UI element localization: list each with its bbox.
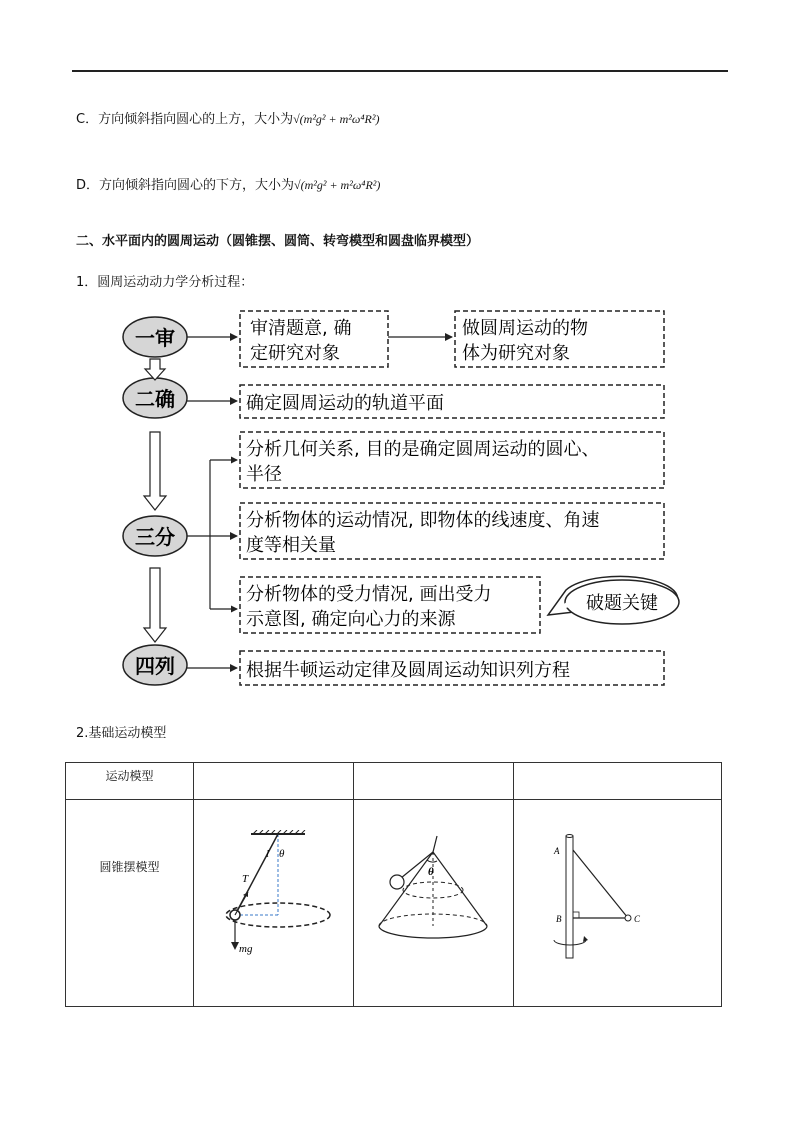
- box-shen-1-line1: 审清题意, 确: [250, 318, 352, 339]
- box-lie-text: 根据牛顿运动定律及圆周运动知识列方程: [246, 660, 570, 681]
- step-lie: [123, 645, 187, 685]
- fig3-label-C: C: [633, 914, 640, 924]
- callout-bubble: [548, 576, 679, 624]
- item2-title: 2.基础运动模型: [76, 726, 167, 741]
- fig1-label-T: T: [241, 873, 248, 885]
- rod-figure: [518, 830, 718, 976]
- header-cell-4: [514, 763, 722, 800]
- option-c-label: C．方向倾斜指向圆心的上方，大小为: [76, 112, 294, 127]
- step-fen: [123, 516, 187, 556]
- box-fen-3-line2: 示意图, 确定向心力的来源: [246, 609, 456, 630]
- step-que: [123, 378, 187, 418]
- fig1-label-theta: θ: [278, 848, 284, 860]
- box-fen-2-line1: 分析物体的运动情况, 即物体的线速度、角速: [246, 510, 600, 531]
- header-cell-2: [194, 763, 354, 800]
- down-arrow-2: [144, 432, 166, 510]
- item1-title: 1．圆周运动动力学分析过程：: [76, 275, 254, 290]
- fig-cell-3: [514, 800, 722, 1007]
- header-cell-model: 运动模型: [66, 763, 194, 800]
- box-fen-2-line2: 度等相关量: [246, 535, 336, 556]
- option-c-formula: √(m²g² + m²ω⁴R²): [293, 112, 380, 126]
- callout-text: 破题关键: [586, 593, 658, 614]
- fig3-label-B: B: [555, 914, 561, 924]
- cone-figure: [355, 830, 513, 976]
- header-cell-3: [354, 763, 514, 800]
- box-fen-1-line1: 分析几何关系, 目的是确定圆周运动的圆心、: [246, 439, 600, 460]
- fig-cell-1: [194, 800, 354, 1007]
- fig1-label-mg: mg: [238, 943, 252, 955]
- box-que-text: 确定圆周运动的轨道平面: [246, 393, 444, 414]
- models-table: [65, 762, 722, 1007]
- table-header-row: [66, 763, 722, 800]
- conical-pendulum-figure: [195, 830, 353, 976]
- fig3-label-A: A: [553, 846, 559, 856]
- step-que-label: 二确: [135, 387, 175, 411]
- option-d-formula: √(m²g² + m²ω⁴R²): [294, 178, 381, 192]
- section-title: 二、水平面内的圆周运动（圆锥摆、圆筒、转弯模型和圆盘临界模型）: [76, 234, 480, 249]
- box-fen-3-line1: 分析物体的受力情况, 画出受力: [246, 584, 492, 605]
- down-arrow-3: [144, 568, 166, 642]
- fig1-label-l: l: [265, 848, 269, 860]
- option-d-label: D．方向倾斜指向圆心的下方，大小为: [76, 178, 295, 193]
- step-fen-label: 三分: [135, 525, 175, 549]
- box-shen-1-line2: 定研究对象: [250, 343, 340, 364]
- fig-cell-2: [354, 800, 514, 1007]
- box-fen-1-line2: 半径: [246, 464, 282, 485]
- box-shen-2-line2: 体为研究对象: [462, 343, 570, 364]
- row-label: 圆锥摆模型: [66, 800, 194, 1007]
- fig2-label-theta: θ: [427, 866, 434, 878]
- table-row: [66, 800, 722, 1007]
- step-shen-label: 一审: [135, 326, 175, 350]
- step-lie-label: 四列: [135, 654, 175, 678]
- down-arrow-1: [145, 359, 165, 380]
- step-shen: [123, 317, 187, 357]
- box-shen-2-line1: 做圆周运动的物: [462, 318, 588, 339]
